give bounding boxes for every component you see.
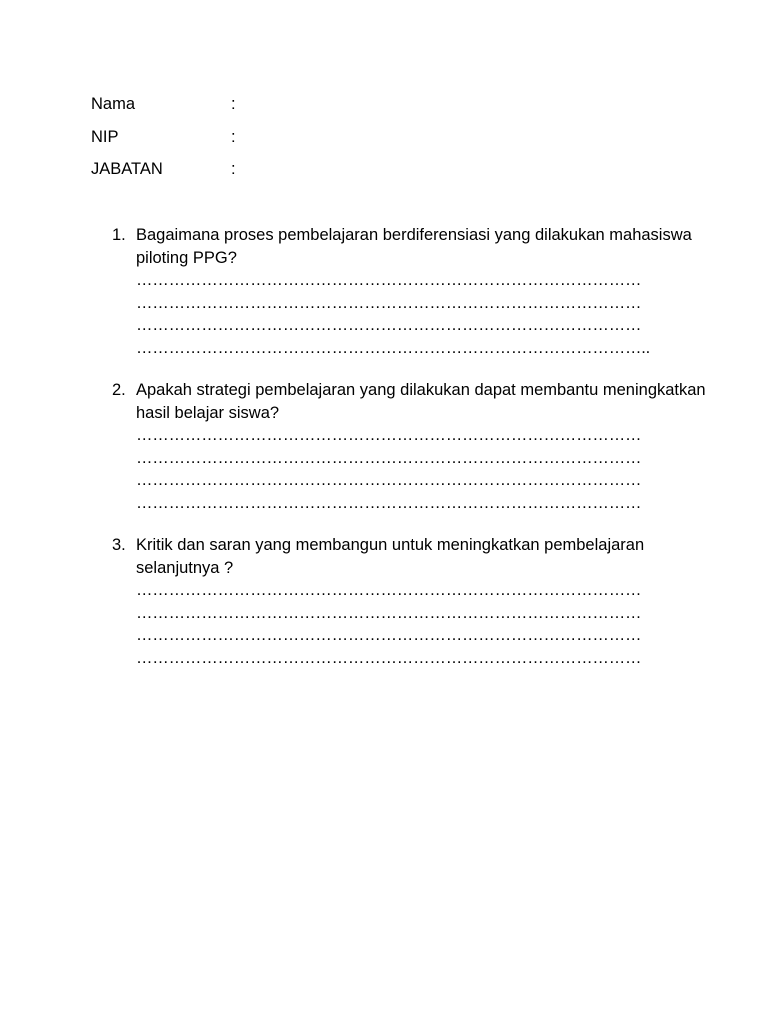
- answer-dot-line: …………………………………………………………………………………: [136, 648, 642, 667]
- question-item-2: [112, 379, 712, 514]
- answer-dot-line: …………………………………………………………………………………: [136, 271, 642, 289]
- question-item-1: [112, 224, 712, 359]
- field-colon: :: [231, 160, 236, 178]
- field-colon: :: [231, 127, 236, 146]
- question-list: [112, 224, 712, 689]
- question-item-3: [112, 534, 712, 669]
- answer-dot-line: …………………………………………………………………………………: [136, 426, 642, 444]
- question-number: 2.: [112, 381, 126, 399]
- answer-dot-line: …………………………………………………………………………………: [136, 293, 642, 312]
- field-label: Nama: [91, 95, 136, 113]
- answer-dot-line: …………………………………………………………………………………..: [136, 338, 651, 357]
- answer-dot-line: …………………………………………………………………………………: [136, 316, 642, 334]
- answer-dot-line: …………………………………………………………………………………: [136, 626, 642, 644]
- question-number: 3.: [112, 536, 126, 554]
- field-label: JABATAN: [91, 160, 163, 178]
- question-text: Bagaimana proses pembelajaran berdiferensiasi yang dilakukan mahasiswa piloting PPG?: [136, 226, 692, 267]
- field-colon: :: [231, 95, 236, 113]
- answer-dot-line: …………………………………………………………………………………: [136, 603, 642, 622]
- answer-dot-line: …………………………………………………………………………………: [136, 581, 642, 599]
- answer-dot-line: …………………………………………………………………………………: [136, 448, 642, 467]
- question-text: Kritik dan saran yang membangun untuk meningkatkan pembelajaran selanjutnya ?: [136, 536, 645, 577]
- question-number: 1.: [112, 226, 126, 244]
- answer-dot-line: …………………………………………………………………………………: [136, 471, 642, 489]
- question-text: Apakah strategi pembelajaran yang dilakukan dapat membantu meningkatkan hasil belajar siswa?: [136, 381, 706, 422]
- answer-dot-line: …………………………………………………………………………………: [136, 493, 642, 512]
- field-label: NIP: [91, 127, 119, 146]
